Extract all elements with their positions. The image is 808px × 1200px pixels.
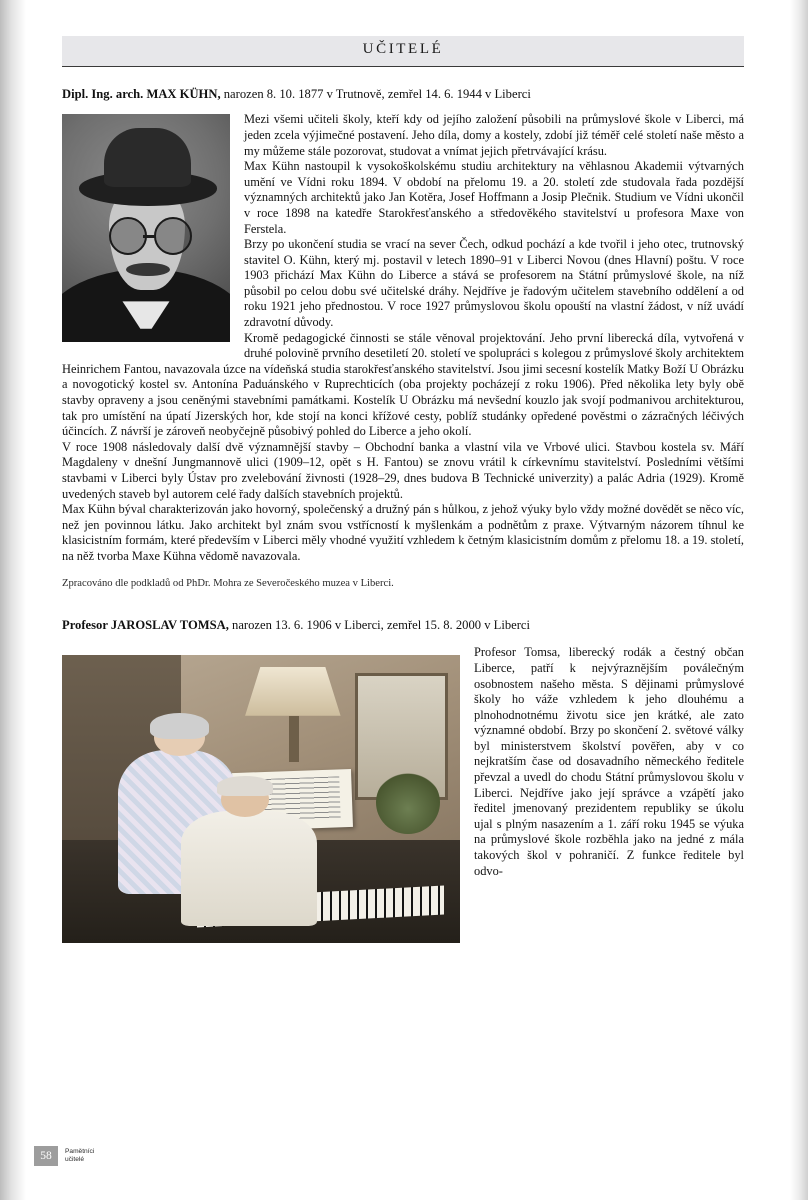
page-folio — [34, 1146, 94, 1166]
folio-label-line2: učitelé — [65, 1156, 85, 1164]
page-header — [62, 36, 744, 67]
page-title: UČITELÉ — [362, 41, 444, 57]
folio-label-line1: Pamětníci — [65, 1148, 95, 1155]
woman-hair — [150, 713, 210, 739]
portrait-photo-kuhn — [62, 114, 230, 342]
article-body-kuhn — [62, 112, 744, 590]
article-heading-tomsa — [62, 617, 744, 633]
folio-label — [65, 1146, 94, 1165]
source-note: Zpracováno dle podkladů od PhDr. Mohra ze Severočeského muzea v Liberci. — [62, 577, 394, 589]
article-section-tomsa — [62, 617, 744, 880]
paragraph: Kromě pedagogické činnosti se stále věnoval projektování. Jeho první liberecká díla, vytvořená v druhé polovině prvního desetiletí 20. století ve spolupráci s kolegou z průmyslové školy architektem Heinrichem Fantou, navazovala úzce na vídeňská studia starokřesťanského stavitelství. Jsou jimi secesní kostelík Matky Boží U Obrázku a novogotický kostel sv. Antonína Paduánského v Ruprechticích (oba projekty pocházejí z roku 1906). Před několika lety byly obě stavby opraveny a jsou ceněnými stavebními památkami. Kostelík U Obrázku má nevšední kouzlo jak svojí podmanivou architekturou, tak pro umístění na úpatí Jizerských hor, kde stojí na konci křížové cesty, poblíž studánky opředené pověstmi o zázračných léčivých účincích. Z návrší je zároveň neobyčejně působivý pohled do Liberce a jeho okolí. — [62, 330, 744, 439]
lamp-stem — [289, 716, 299, 762]
man-figure — [181, 811, 316, 926]
photo-tomsa-at-piano — [62, 655, 460, 943]
man-hair — [217, 776, 273, 796]
article-body-tomsa — [62, 645, 744, 879]
page-number: 58 — [34, 1146, 58, 1166]
paragraph: V roce 1908 následovaly další dvě významnější stavby – Obchodní banka a vlastní vila ve Vrbové ulici. Stavbou kostela sv. Máří Magdaleny v dnešní Jungmannově ulici (1909–12, opět s H. Fantou) se znovu vrátil k církevnímu stavitelství. Posledními většími stavbami v Liberci byly Ústav pro zvelebování živnosti (1928–29, dnes budova B Technické univerzity) a palác Adria (1929). Kromě uvedených staveb byl autorem celé řady dalších stavebních projektů. — [62, 439, 744, 501]
plant-icon — [376, 771, 440, 834]
paragraph: Profesor Tomsa, liberecký rodák a čestný občan Liberce, patří k nejvýraznějším poválečným osobnostem našeho města. S dějinami průmyslové školy ho váže vzhledem k jeho dlouhému a plnohodnotnému životu sice jen krátké, ale zato významné období. Brzy po skončení 2. světové války byl ministerstvem školství pověřen, aby v co nejkratším čase od dosavadního německého ředitele převzal a uvedl do chodu Státní průmyslovou školu v Liberci. Nejdříve jako její správce a vzápětí jako ředitel jmenovaný prezidentem republiky se úkolu ujal s plným nasazením a 1. září roku 1945 se výuka na průmyslové škole rozběhla jako na jedné z mála takových škol v pohraničí. Z funkce ředitele byl odvo- — [474, 645, 744, 878]
hat-crown — [104, 128, 191, 187]
paragraph: Mezi všemi učiteli školy, kteří kdy od jejího založení působili na průmyslové škole v Liberci, má jeden zcela výjimečné postavení. Jeho díla, domy a kostely, zdobí již téměř celé století naše město a my můžeme stále pozorovat, studovat a vnímat jejich přetrvávající krásu. — [244, 112, 744, 158]
glasses-bridge — [143, 235, 155, 238]
lamp-shade — [245, 667, 341, 716]
portrait-mustache — [126, 263, 170, 277]
paragraph: Max Kühn býval charakterizován jako hovorný, společenský a družný pán s hůlkou, z jehož výuky bylo vždy možné dovědět se něco víc, než jen povinnou látku. Jako architekt byl znám svou vstřícností k myšlenkám a podnětům z praxe. Výtvarným názorem tíhnul ke klasicistním formám, které především v Liberci měly vhodné využití vzhledem k četným klasicistním domům z přelomu 18. a 19. století, na něž tvorba Maxe Kühna vědomě navazovala. — [62, 502, 744, 563]
person-dates-tomsa: narozen 13. 6. 1906 v Liberci, zemřel 15. 8. 2000 v Liberci — [228, 617, 530, 632]
paragraph: Brzy po ukončení studia se vrací na sever Čech, odkud pochází a kde tvořil i jeho otec, trutnovský stavitel O. Kühn, který mj. postavil v letech 1890–91 v Liberci Novou (dnes Hlavní) poštu. V roce 1903 přichází Max Kühn do Liberce a stává se profesorem na Státní průmyslové škole, na níž působil po celou dobu své učitelské dráhy. Nejdříve je řadovým učitelem stavebního oddělení a od roku 1921 jeho přednostou. V roce 1927 průmyslovou školu opouští na vlastní žádost, v níž uvádí zdravotní důvody. — [244, 237, 744, 330]
person-name-kuhn: Dipl. Ing. arch. MAX KÜHN, — [62, 87, 221, 101]
person-name-tomsa: Profesor JAROSLAV TOMSA, — [62, 617, 229, 632]
page-content — [62, 36, 744, 949]
paragraph: Max Kühn nastoupil k vysokoškolskému studiu architektury na věhlasnou Akademii výtvarných umění ve Vídni roku 1894. V období na přelomu 19. a 20. století zde studovala řada pozdější významných architektů jako Jan Kotěra, Josef Hoffmann a Josip Plečnik. Studium ve Vídni ukončil v roce 1898 na katedře Starokřesťanského a středověkého stavitelství u profesora Maxe von Ferstela. — [244, 159, 744, 236]
glasses-left-lens — [109, 217, 147, 255]
article-heading-kuhn — [62, 86, 744, 102]
person-dates-kuhn: narozen 8. 10. 1877 v Trutnově, zemřel 14. 6. 1944 v Liberci — [220, 87, 531, 101]
